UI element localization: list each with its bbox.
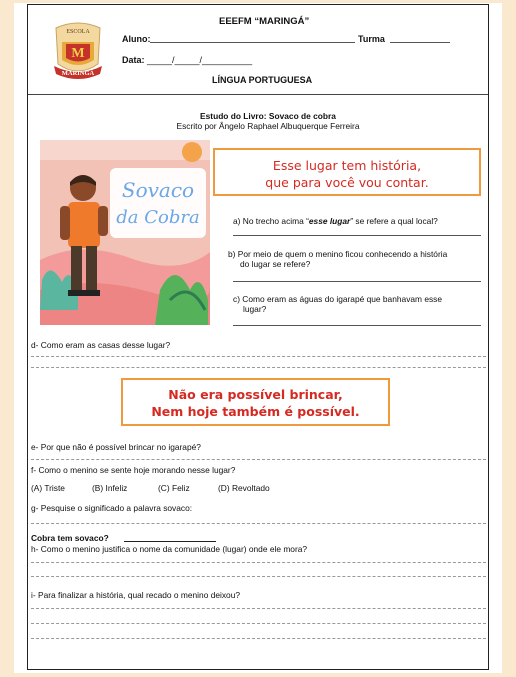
question-a-suffix: ” se refere a qual local? <box>350 216 438 226</box>
option-a[interactable]: (A) Triste <box>31 483 65 493</box>
question-d: d- Como eram as casas desse lugar? <box>31 340 171 350</box>
answer-line-i1[interactable] <box>31 608 486 609</box>
answer-line-h1[interactable] <box>31 562 486 563</box>
answer-line-d2[interactable] <box>31 367 486 368</box>
cobra-answer-line[interactable] <box>124 541 216 542</box>
question-b-line1: b) Por meio de quem o menino ficou conhecendo a história <box>228 249 448 259</box>
answer-line-g[interactable] <box>31 523 486 524</box>
question-a-prefix: a) No trecho acima “ <box>233 216 309 226</box>
student-name-line[interactable] <box>150 42 355 43</box>
option-b[interactable]: (B) Infeliz <box>92 483 128 493</box>
question-g: g- Pesquise o significado a palavra sovaco: <box>31 503 193 513</box>
answer-line-b[interactable] <box>233 281 481 282</box>
option-d[interactable]: (D) Revoltado <box>218 483 270 493</box>
quote-callout-2 <box>121 378 390 426</box>
logo-letter: M <box>71 46 85 61</box>
date-label: Data: <box>122 55 145 65</box>
answer-line-e[interactable] <box>31 459 486 460</box>
question-i: i- Para finalizar a história, qual recado o menino deixou? <box>31 590 241 600</box>
answer-line-i2[interactable] <box>31 623 486 624</box>
question-f: f- Como o menino se sente hoje morando nesse lugar? <box>31 465 236 475</box>
question-e: e- Por que não é possível brincar no igarapé? <box>31 442 201 452</box>
class-label: Turma <box>358 34 385 44</box>
student-label: Aluno: <box>122 34 151 44</box>
school-name: EEEFM “MARINGÁ” <box>219 16 310 27</box>
logo-top-text: ESCOLA <box>66 29 90 35</box>
question-a <box>233 216 438 226</box>
book-cover-illustration <box>40 140 210 325</box>
answer-line-c[interactable] <box>233 325 481 326</box>
cobra-question: Cobra tem sovaco? <box>31 533 109 543</box>
book-title-line2: da Cobra <box>116 207 200 228</box>
question-a-emphasis: esse lugar <box>308 216 351 226</box>
worksheet-border <box>27 4 489 670</box>
quote-callout-1 <box>213 148 481 196</box>
quote-1-line1: Esse lugar tem história, <box>272 158 422 173</box>
quote-2-line1: Não era possível brincar, <box>168 387 343 402</box>
school-logo <box>48 20 108 80</box>
subject-title: LÍNGUA PORTUGUESA <box>212 75 313 85</box>
study-title: Estudo do Livro: Sovaco de cobra <box>200 111 336 121</box>
option-c[interactable]: (C) Feliz <box>158 483 190 493</box>
question-h: h- Como o menino justifica o nome da comunidade (lugar) onde ele mora? <box>31 544 308 554</box>
answer-line-d1[interactable] <box>31 356 486 357</box>
date-blank[interactable]: _____/_____/__________ <box>147 55 253 65</box>
class-line[interactable] <box>390 42 450 43</box>
logo-bottom-text: MARINGÁ <box>61 70 95 77</box>
study-author: Escrito por Ângelo Raphael Albuquerque Ferreira <box>176 121 360 131</box>
answer-line-a[interactable] <box>233 235 481 236</box>
quote-2-line2: Nem hoje também é possível. <box>151 404 360 419</box>
question-c-line2: lugar? <box>243 304 267 314</box>
question-c-line1: c) Como eram as águas do igarapé que banhavam esse <box>233 294 443 304</box>
quote-1-line2: que para você vou contar. <box>265 175 429 190</box>
book-title-line1: Sovaco <box>121 178 195 202</box>
question-b-line2: do lugar se refere? <box>240 259 311 269</box>
answer-line-i3[interactable] <box>31 638 486 639</box>
answer-line-h2[interactable] <box>31 576 486 577</box>
header-divider <box>28 94 488 95</box>
